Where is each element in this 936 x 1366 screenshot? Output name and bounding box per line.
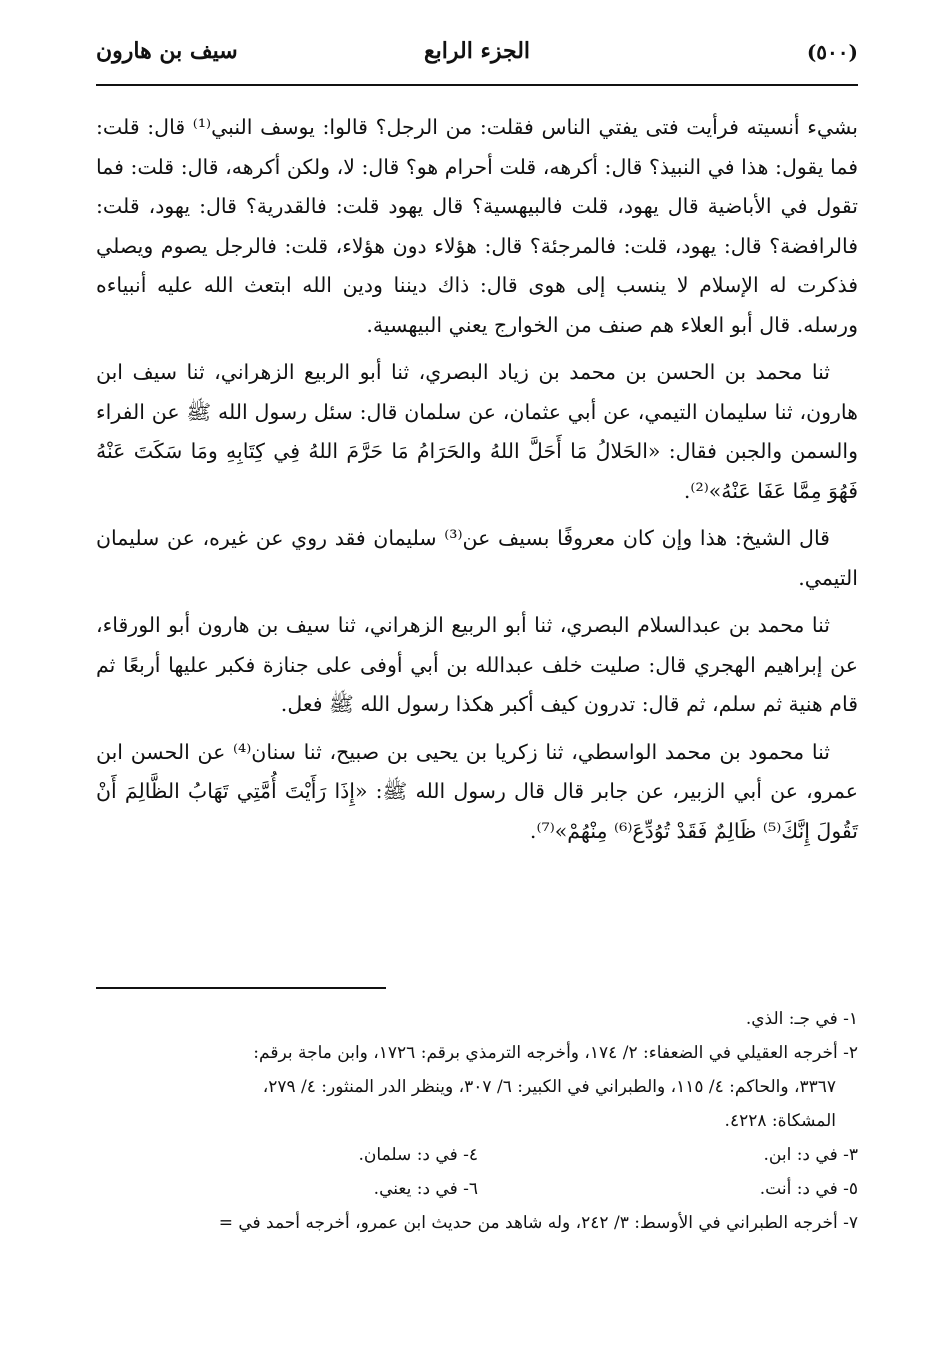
footnote: ٥- في د: أنت. <box>759 1179 858 1199</box>
paragraph: بشيء أنسيته فرأيت فتى يفتي الناس فقلت: من الرجل؟ قالوا: يوسف النبي⁽¹⁾ قال: قلت: فما يقول: هذا في النبيذ؟ قال: أكرهه، قلت أحرام هو؟ قال: لا، ولكن أكرهه، قال: قلت: فما تقول في الأباضية قال يهود، قلت فالبيهسية؟ قال يهود قلت: فالقدرية؟ قال: يهود، قلت: فالرافضة؟ قال: يهود، قلت: فالمرجئة؟ قال: هؤلاء دون هؤلاء، قلت: فالرجل يصوم ويصلي فذكرت له الإسلام لا ينسب إلى هوى قال: ذاك ديننا ودين الله ابتعث الله عليه أنبياءه ورسله. قال أبو العلاء هم صنف من الخوارج يعني البيهسية. <box>96 115 859 337</box>
main-text <box>96 108 858 859</box>
footnote: ٢- أخرجه العقيلي في الضعفاء: ٢/ ١٧٤، وأخرجه الترمذي برقم: ١٧٢٦، وابن ماجة برقم: <box>253 1043 858 1063</box>
footnote: ٣- في د: ابن. <box>763 1145 858 1165</box>
footnote-divider <box>96 987 386 989</box>
footnote: ٧- أخرجه الطبراني في الأوسط: ٣/ ٢٤٢، وله شاهد من حديث ابن عمرو، أخرجه أحمد في = <box>218 1213 858 1233</box>
footnotes <box>96 1002 858 1240</box>
paragraph: ثنا محمد بن الحسن بن محمد بن زياد البصري، ثنا أبو الربيع الزهراني، ثنا سيف ابن هارون، ثنا سليمان التيمي، عن أبي عثمان، عن سلمان قال: سئل رسول الله ﷺ عن الفراء والسمن والجبن فقال: «الحَلالُ مَا أَحَلَّ اللهُ والحَرَامُ مَا حَرَّمَ اللهُ فِي كِتَابِهِ ومَا سَكَتَ عَنْهُ فَهُوَ مِمَّا عَفَا عَنْهُ»⁽²⁾. <box>96 360 858 503</box>
paragraph: قال الشيخ: هذا وإن كان معروفًا بسيف عن⁽³⁾ سليمان فقد روي عن غيره، عن سليمان التيمي. <box>96 526 858 590</box>
page-header <box>96 34 858 86</box>
footnote-continuation: المشكاة: ٤٢٢٨. <box>724 1111 836 1131</box>
footnote: ١- في جـ: الذي. <box>745 1009 858 1029</box>
paragraph: ثنا محمد بن عبدالسلام البصري، ثنا أبو الربيع الزهراني، ثنا سيف بن هارون أبو الورقاء، عن إبراهيم الهجري قال: صليت خلف عبدالله بن أبي أوفى على جنازة فكبر عليها أربعًا ثم قام هنية ثم سلم، ثم قال: تدرون كيف أكبر هكذا رسول الله ﷺ فعل. <box>96 613 858 716</box>
volume-title: الجزء الرابع <box>423 38 531 64</box>
footnote-row <box>96 1172 858 1206</box>
footnote-row <box>96 1138 858 1172</box>
page-number: (٥٠٠) <box>806 40 858 64</box>
footnote: ٦- في د: يعني. <box>373 1179 478 1199</box>
paragraph: ثنا محمود بن محمد الواسطي، ثنا زكريا بن يحيى بن صبيح، ثنا سنان⁽⁴⁾ عن الحسن ابن عمرو، عن أبي الزبير، عن جابر قال قال رسول الله ﷺ: «إِذَا رَأَيْتَ أُمَّتِي تَهَابُ الظَّالِمَ أَنْ تَقُولَ إِنَّكَ⁽⁵⁾ ظَالِمٌ فَقَدْ تُوُدِّعَ⁽⁶⁾ مِنْهُمْ»⁽⁷⁾. <box>96 739 858 843</box>
footnote: ٤- في د: سلمان. <box>358 1145 478 1165</box>
chapter-title: سيف بن هارون <box>96 38 238 64</box>
footnote-continuation: ٣٣٦٧، والحاكم: ٤/ ١١٥، والطبراني في الكبير: ٦/ ٣٠٧، وينظر الدر المنثور: ٤/ ٢٧٩، <box>262 1077 836 1097</box>
